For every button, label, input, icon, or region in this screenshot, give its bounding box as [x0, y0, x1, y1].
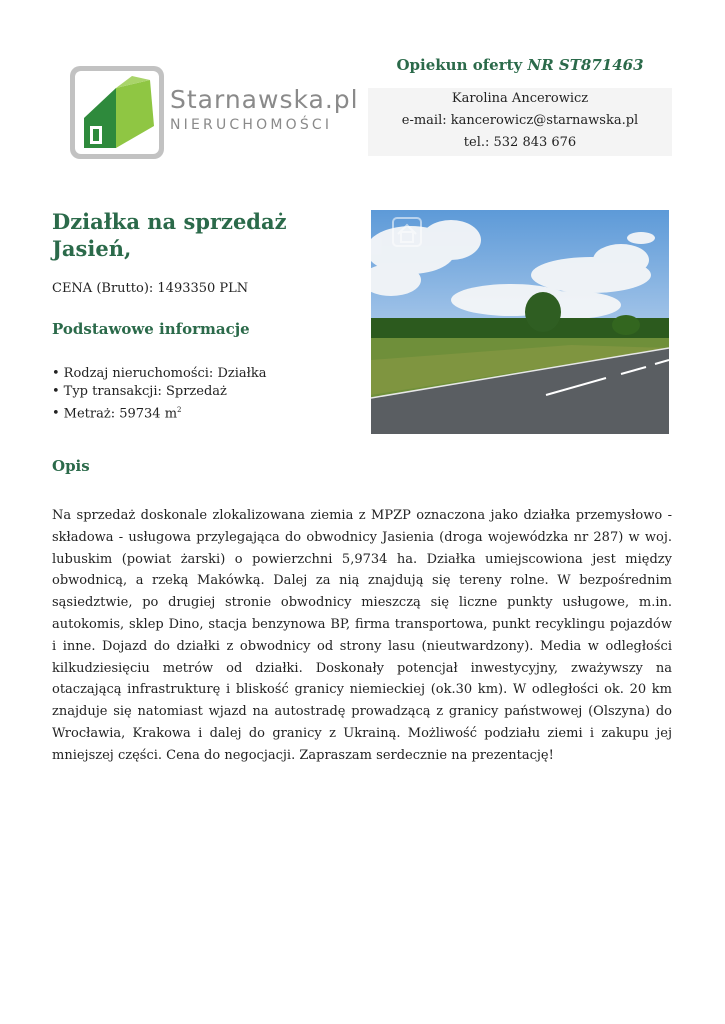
agent-phone[interactable]: tel.: 532 843 676: [463, 135, 577, 150]
listing-title-line1: Działka na sprzedaż: [52, 209, 287, 234]
description-heading: Opis: [52, 457, 90, 475]
offer-number: NR ST871463: [527, 56, 644, 74]
house-logo-icon: [70, 66, 164, 159]
listing-title: [52, 208, 352, 262]
agent-contact-box: [368, 88, 672, 156]
list-item: • Typ transakcji: Sprzedaż: [52, 383, 266, 401]
area-unit-sup: 2: [177, 406, 182, 414]
list-item: • Rodzaj nieruchomości: Działka: [52, 365, 266, 383]
description-text: Na sprzedaż doskonale zlokalizowana ziemia z MPZP oznaczona jako działka przemysłowo - składowa - usługowa przylegająca do obwodnicy Jasienia (droga wojewódzka nr 287) w woj. lubuskim (powiat żarski) o powierzchni 5,9734 ha. Działka umiejscowiona jest między obwodnicą, a rzeką Makówką. Dalej za nią znajdują się tereny rolne. W bezpośrednim sąsiedztwie, po drugiej stronie obwodnicy mieszczą się liczne punkty usługowe, m.in. autokomis, sklep Dino, stacja benzynowa BP, firma transportowa, punkt recyklingu pojazdów i inne. Dojazd do działki z obwodnicy od strony lasu (nieutwardzony). Media w odległości kilkudziesięciu metrów od działki. Doskonały potencjał inwestycyjny, zważywszy na otaczającą infrastrukturę i bliskość granicy niemieckiej (ok.30 km). W odległości ok. 20 km znajduje się natomiast wjazd na autostradę prowadzącą z granicy państwowej (Olszyna) do Wrocławia, Krakowa i dalej do granicy z Ukrainą. Możliwość podziału ziemi i zakupu jej mniejszej części. Cena do negocjacji. Zapraszam serdecznie na prezentację!: [52, 508, 672, 763]
property-photo: [371, 210, 669, 434]
agent-title-prefix: Opiekun oferty: [396, 56, 523, 74]
logo-subtitle: NIERUCHOMOŚCI: [170, 117, 333, 133]
logo-mark: [70, 66, 164, 159]
logo-text: [170, 86, 359, 133]
logo-name: Starnawska.pl: [170, 85, 359, 114]
agent-name: Karolina Ancerowicz: [451, 91, 589, 106]
listing-title-line2: Jasień,: [52, 236, 132, 261]
basic-info-list: [52, 365, 266, 423]
agent-heading: [368, 56, 672, 74]
basic-info-heading: Podstawowe informacje: [52, 320, 250, 338]
agent-email[interactable]: e-mail: kancerowicz@starnawska.pl: [401, 113, 639, 128]
listing-price: CENA (Brutto): 1493350 PLN: [52, 281, 249, 296]
list-item: • Metraż: 59734 $m^2$: [52, 401, 266, 423]
